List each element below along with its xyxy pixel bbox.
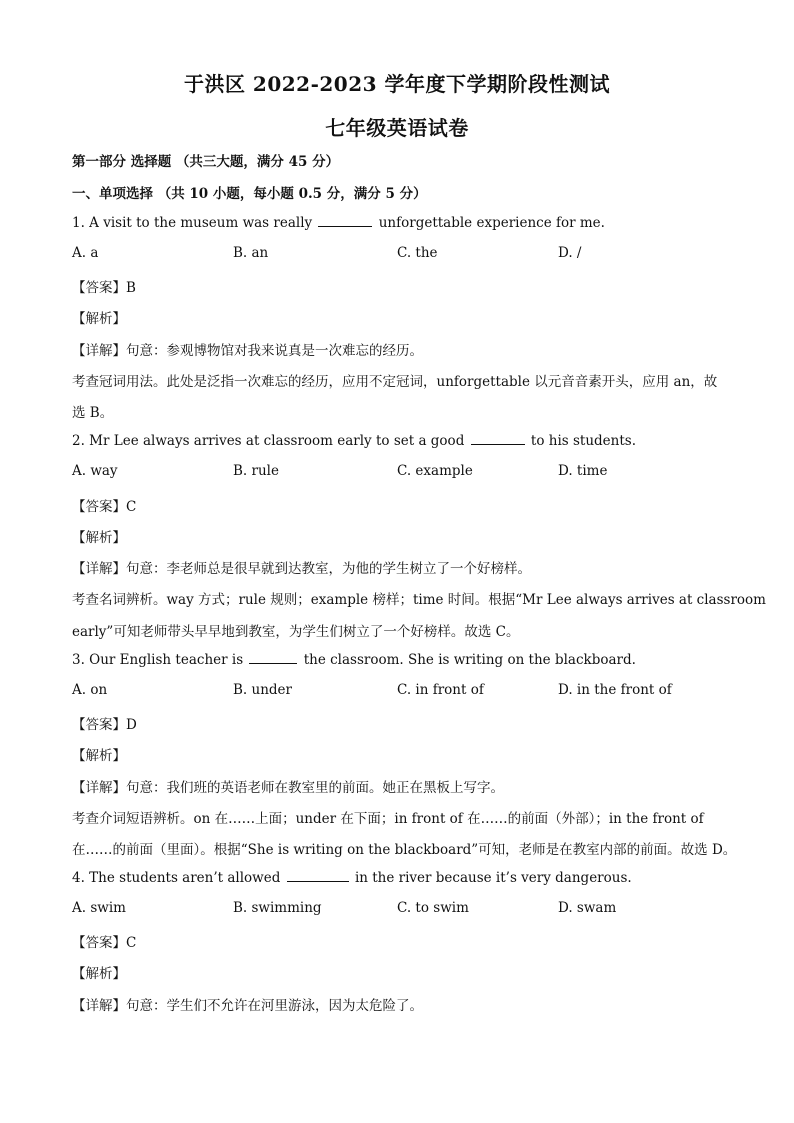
option-d: D. in the front of bbox=[558, 682, 672, 698]
explanation-text: 考查名词辨析。way 方式；rule 规则；example 榜样；time 时间。根据“Mr Lee always arrives at classroom bbox=[72, 592, 766, 608]
detail-text: 【详解】句意：参观博物馆对我来说真是一次难忘的经历。 bbox=[72, 343, 423, 359]
option-a: A. swim bbox=[72, 900, 126, 916]
question-stem-text: 4. The students aren’t allowed bbox=[72, 870, 285, 886]
option-b: B. swimming bbox=[233, 900, 322, 916]
detail-text: 【详解】句意：我们班的英语老师在教室里的前面。她正在黑板上写字。 bbox=[72, 780, 504, 796]
option-d: D. time bbox=[558, 463, 608, 479]
explanation-text: 考查介词短语辨析。on 在……上面；under 在下面；in front of 在……的前面（外部）；in the front of bbox=[72, 811, 704, 827]
question-stem-text: 3. Our English teacher is bbox=[72, 652, 248, 668]
option-a: A. way bbox=[72, 463, 118, 479]
option-b: B. under bbox=[233, 682, 292, 698]
answer-label: 【答案】C bbox=[72, 499, 137, 515]
question-3-stem bbox=[72, 651, 636, 668]
answer-blank bbox=[471, 432, 525, 445]
analysis-label: 【解析】 bbox=[72, 748, 126, 764]
explanation-text: early”可知老师带头早早地到教室，为学生们树立了一个好榜样。故选 C。 bbox=[72, 624, 520, 640]
option-c: C. to swim bbox=[397, 900, 469, 916]
answer-blank bbox=[318, 214, 372, 227]
detail-text: 【详解】句意：学生们不允许在河里游泳，因为太危险了。 bbox=[72, 998, 423, 1014]
analysis-label: 【解析】 bbox=[72, 966, 126, 982]
explanation-text: 选 B。 bbox=[72, 405, 114, 421]
option-c: C. example bbox=[397, 463, 473, 479]
question-stem-text: 1. A visit to the museum was really bbox=[72, 215, 317, 231]
analysis-label: 【解析】 bbox=[72, 311, 126, 327]
question-stem-text: unforgettable experience for me. bbox=[374, 215, 605, 231]
option-c: C. in front of bbox=[397, 682, 484, 698]
question-2-stem bbox=[72, 432, 636, 449]
question-stem-text: to his students. bbox=[526, 433, 637, 449]
question-stem-text: the classroom. She is writing on the blackboard. bbox=[299, 652, 636, 668]
answer-label: 【答案】C bbox=[72, 935, 137, 951]
analysis-label: 【解析】 bbox=[72, 530, 126, 546]
explanation-text: 在……的前面（里面）。根据“She is writing on the blackboard”可知，老师是在教室内部的前面。故选 D。 bbox=[72, 842, 737, 858]
option-b: B. rule bbox=[233, 463, 279, 479]
detail-text: 【详解】句意：李老师总是很早就到达教室，为他的学生树立了一个好榜样。 bbox=[72, 561, 531, 577]
option-b: B. an bbox=[233, 245, 269, 261]
section-sub-heading: 一、单项选择 （共 10 小题，每小题 0.5 分，满分 5 分） bbox=[72, 186, 427, 202]
answer-blank bbox=[249, 651, 297, 664]
question-stem-text: 2. Mr Lee always arrives at classroom early to set a good bbox=[72, 433, 469, 449]
question-1-stem bbox=[72, 214, 605, 231]
page-subtitle: 七年级英语试卷 bbox=[325, 116, 469, 140]
answer-label: 【答案】D bbox=[72, 717, 137, 733]
section-part-heading: 第一部分 选择题 （共三大题，满分 45 分） bbox=[72, 154, 340, 170]
option-d: D. / bbox=[558, 245, 582, 261]
question-stem-text: in the river because it’s very dangerous. bbox=[350, 870, 632, 886]
option-a: A. a bbox=[72, 245, 99, 261]
question-4-stem bbox=[72, 869, 632, 886]
option-a: A. on bbox=[72, 682, 108, 698]
option-c: C. the bbox=[397, 245, 438, 261]
answer-blank bbox=[287, 869, 349, 882]
option-d: D. swam bbox=[558, 900, 617, 916]
explanation-text: 考查冠词用法。此处是泛指一次难忘的经历，应用不定冠词，unforgettable 以元音音素开头，应用 an，故 bbox=[72, 374, 718, 390]
page-title: 于洪区 2022-2023 学年度下学期阶段性测试 bbox=[183, 72, 611, 96]
answer-label: 【答案】B bbox=[72, 280, 136, 296]
